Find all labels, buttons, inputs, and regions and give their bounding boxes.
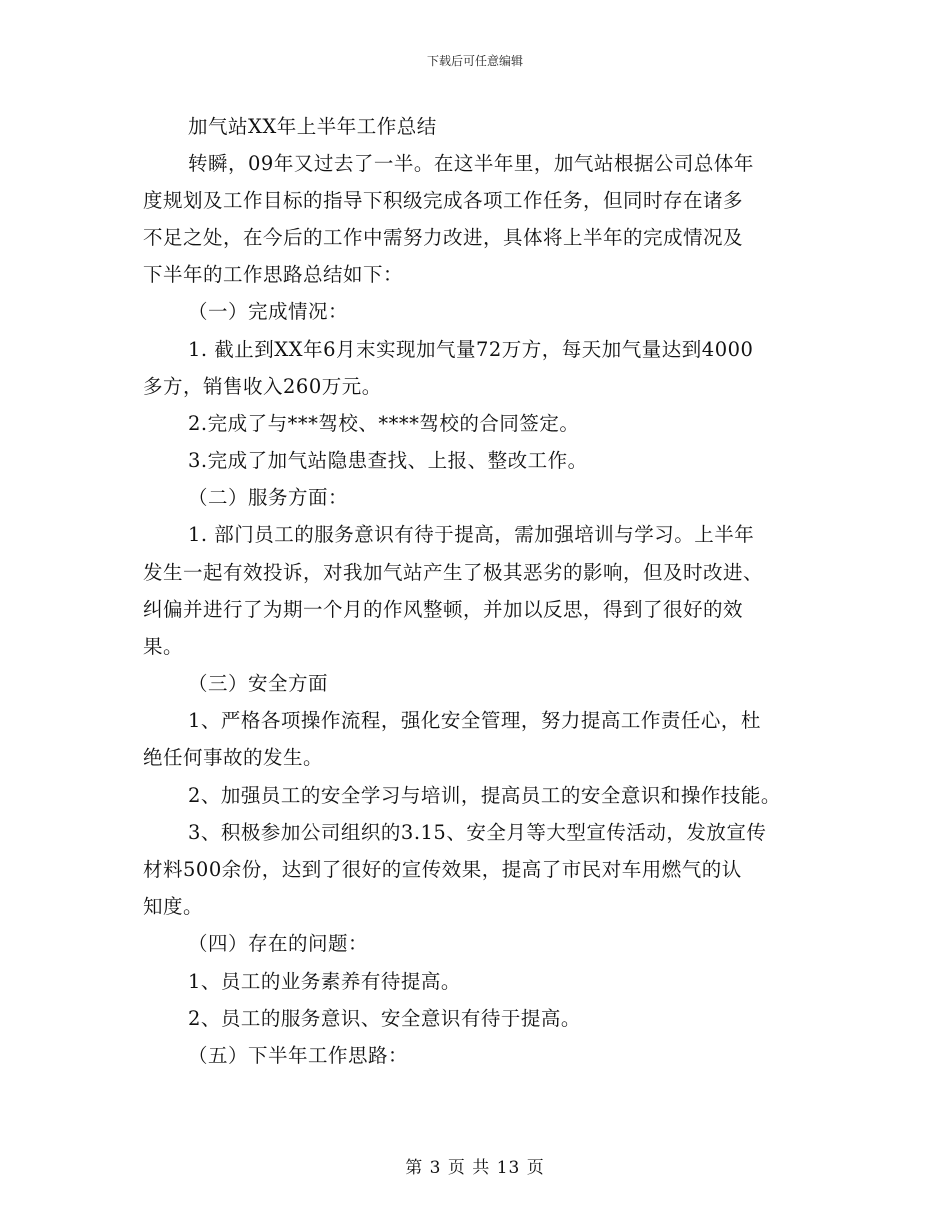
paragraph-line: 多方，销售收入260万元。	[143, 375, 382, 398]
paragraph-line: 转瞬，09年又过去了一半。在这半年里，加气站根据公司总体年	[188, 152, 754, 175]
document-title: 加气站XX年上半年工作总结	[188, 115, 437, 138]
paragraph-line: 1、员工的业务素养有待提高。	[188, 970, 461, 993]
page-number: 第 3 页 共 13 页	[405, 1158, 545, 1178]
section-heading: （二）服务方面：	[188, 486, 349, 509]
paragraph-line: 知度。	[143, 895, 204, 918]
paragraph-line: 绝任何事故的发生。	[143, 746, 324, 769]
paragraph-line: 果。	[143, 635, 184, 658]
paragraph-line: 3.完成了加气站隐患查找、上报、整改工作。	[188, 449, 588, 472]
section-heading: （一）完成情况：	[188, 300, 349, 323]
paragraph-line: 度规划及工作目标的指导下积级完成各项工作任务，但同时存在诸多	[143, 189, 744, 212]
paragraph-line: 1. 部门员工的服务意识有待于提高，需加强培训与学习。上半年	[188, 523, 755, 546]
paragraph-line: 3、积极参加公司组织的3.15、安全月等大型宣传活动，发放宣传	[188, 821, 767, 844]
paragraph-line: 1. 截止到XX年6月末实现加气量72万方，每天加气量达到4000	[188, 338, 754, 361]
paragraph-line: 纠偏并进行了为期一个月的作风整顿，并加以反思，得到了很好的效	[143, 598, 744, 621]
paragraph-line: 2.完成了与***驾校、****驾校的合同签定。	[188, 412, 580, 435]
section-heading: （五）下半年工作思路：	[188, 1044, 409, 1067]
section-heading: （三）安全方面	[188, 672, 329, 695]
paragraph-line: 下半年的工作思路总结如下：	[143, 263, 404, 286]
paragraph-line: 发生一起有效投诉，对我加气站产生了极其恶劣的影响，但及时改进、	[143, 561, 764, 584]
section-heading: （四）存在的问题：	[188, 932, 369, 955]
paragraph-line: 1、严格各项操作流程，强化安全管理，努力提高工作责任心，杜	[188, 709, 761, 732]
paragraph-line: 不足之处，在今后的工作中需努力改进，具体将上半年的完成情况及	[143, 226, 744, 249]
page-header: 下载后可任意编辑	[426, 54, 523, 68]
paragraph-line: 材料500余份，达到了很好的宣传效果，提高了市民对车用燃气的认	[143, 858, 742, 881]
paragraph-line: 2、加强员工的安全学习与培训，提高员工的安全意识和操作技能。	[188, 784, 781, 807]
paragraph-line: 2、员工的服务意识、安全意识有待于提高。	[188, 1007, 581, 1030]
